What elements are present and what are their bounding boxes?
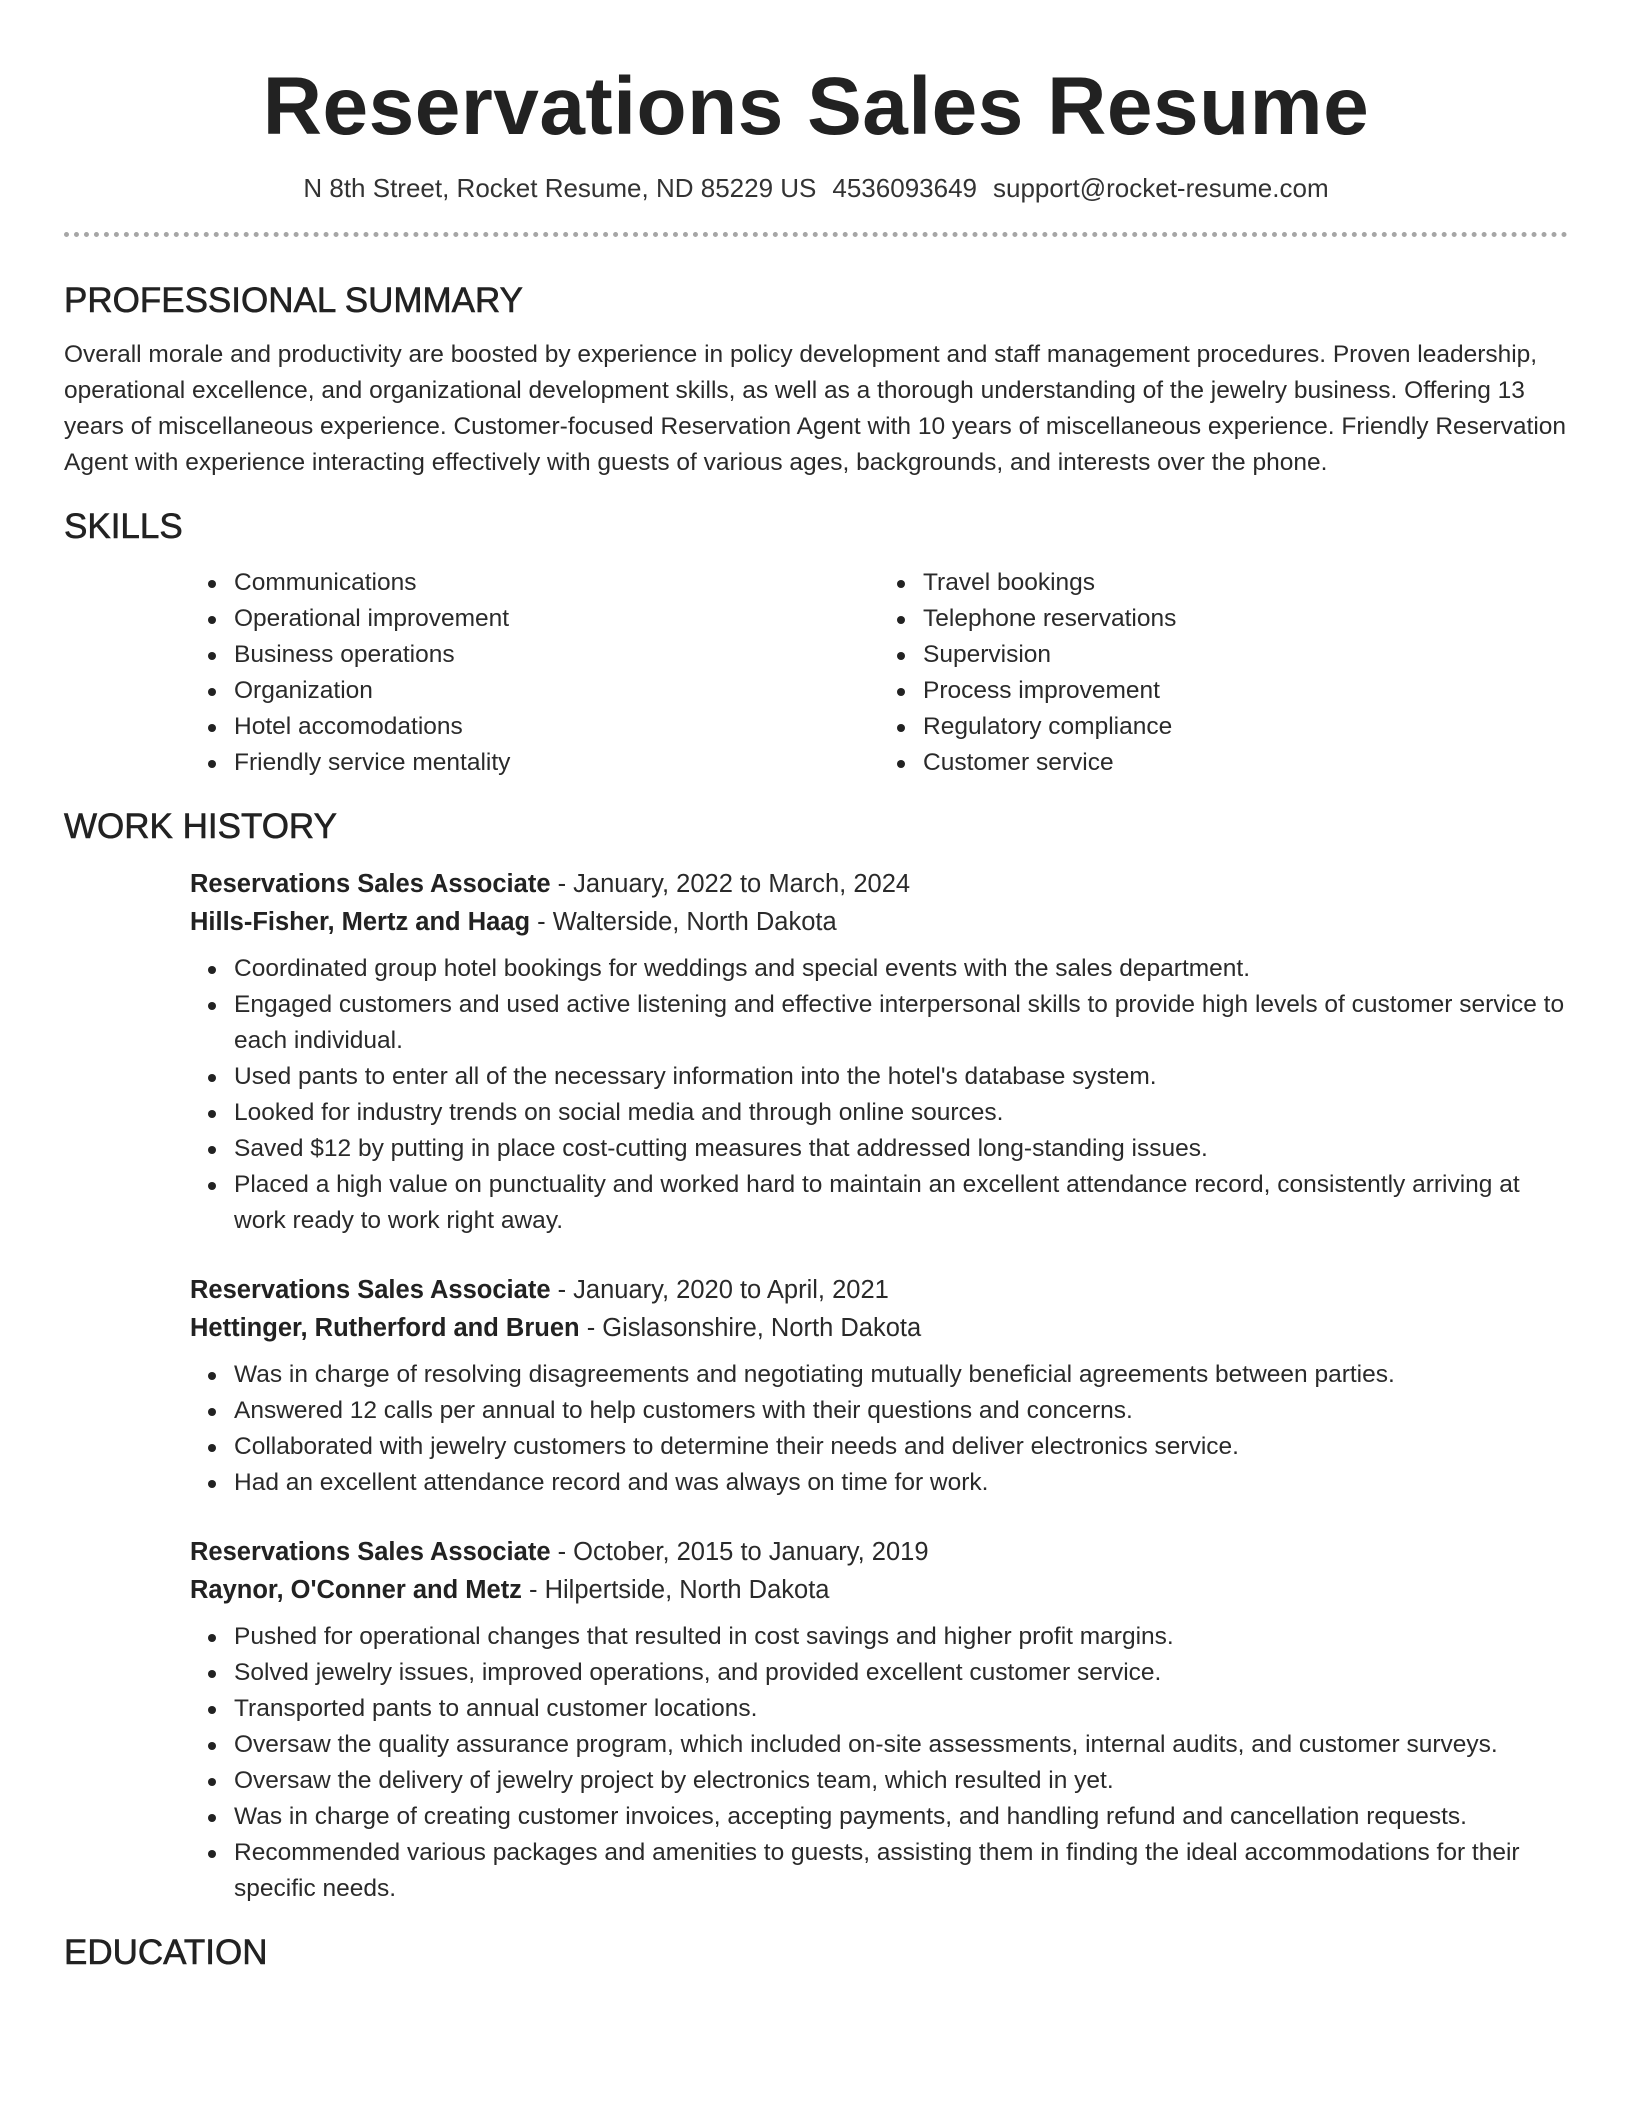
job-bullet: Was in charge of creating customer invoices, accepting payments, and handling refund and cancellation requests.: [234, 1799, 1568, 1835]
job-bullet: Oversaw the quality assurance program, which included on-site assessments, internal audits, and customer surveys.: [234, 1727, 1568, 1763]
job-company-line: [190, 1571, 1568, 1609]
job-title-line: [190, 1533, 1568, 1571]
summary-text: Overall morale and productivity are boosted by experience in policy development and staff management procedures. Proven leadership, operational excellence, and organizational development skills, as well as a thorough understanding of the jewelry business. Offering 13 years of miscellaneous experience. Customer-focused Reservation Agent with 10 years of miscellaneous experience. Friendly Reservation Agent with experience interacting effectively with guests of various ages, backgrounds, and interests over the phone.: [64, 341, 1567, 476]
summary-heading: PROFESSIONAL SUMMARY: [64, 281, 523, 320]
skills-list: [190, 565, 1568, 781]
skill-item: Organization: [234, 673, 879, 709]
job-title-line: [190, 1271, 1568, 1309]
contact-email: support@rocket-resume.com: [993, 173, 1329, 203]
job-bullet: Oversaw the delivery of jewelry project by electronics team, which resulted in yet.: [234, 1763, 1568, 1799]
education-heading: EDUCATION: [64, 1933, 268, 1972]
job-location: - Hilpertside, North Dakota: [521, 1576, 830, 1604]
job-dates: - October, 2015 to January, 2019: [550, 1538, 929, 1566]
job-bullet: Recommended various packages and amenities to guests, assisting them in finding the ideal accommodations for their specific needs.: [234, 1835, 1568, 1907]
job-bullet: Saved $12 by putting in place cost-cutting measures that addressed long-standing issues.: [234, 1131, 1568, 1167]
skill-item: Operational improvement: [234, 601, 879, 637]
skills-column-left: [190, 565, 879, 781]
job-company-line: [190, 903, 1568, 941]
job-bullet: Coordinated group hotel bookings for weddings and special events with the sales department.: [234, 951, 1568, 987]
skill-item: Hotel accomodations: [234, 709, 879, 745]
skill-item: Travel bookings: [923, 565, 1568, 601]
resume-page: [64, 0, 1568, 1975]
job-location: - Gislasonshire, North Dakota: [579, 1314, 922, 1342]
resume-title: Reservations Sales Resume: [262, 61, 1370, 152]
job-bullet: Looked for industry trends on social media and through online sources.: [234, 1095, 1568, 1131]
job-role: Reservations Sales Associate: [190, 1538, 551, 1566]
skill-item: Customer service: [923, 745, 1568, 781]
contact-phone: 4536093649: [832, 173, 977, 203]
job-bullet: Had an excellent attendance record and was always on time for work.: [234, 1465, 1568, 1501]
job-dates: - January, 2020 to April, 2021: [550, 1276, 889, 1304]
skill-item: Friendly service mentality: [234, 745, 879, 781]
skills-heading: SKILLS: [64, 507, 183, 546]
job-entry: [190, 865, 1568, 1239]
job-company: Hills-Fisher, Mertz and Haag: [190, 908, 531, 936]
job-entry: [190, 1271, 1568, 1501]
job-bullet: Solved jewelry issues, improved operations, and provided excellent customer service.: [234, 1655, 1568, 1691]
skill-item: Supervision: [923, 637, 1568, 673]
job-company: Hettinger, Rutherford and Bruen: [190, 1314, 580, 1342]
job-bullet: Transported pants to annual customer locations.: [234, 1691, 1568, 1727]
job-company-line: [190, 1309, 1568, 1347]
contact-address: N 8th Street, Rocket Resume, ND 85229 US: [303, 173, 817, 203]
skill-item: Communications: [234, 565, 879, 601]
work-history-heading: WORK HISTORY: [64, 807, 337, 846]
job-bullet: Was in charge of resolving disagreements and negotiating mutually beneficial agreements between parties.: [234, 1357, 1568, 1393]
job-dates: - January, 2022 to March, 2024: [550, 870, 911, 898]
skill-item: Telephone reservations: [923, 601, 1568, 637]
job-bullet: Used pants to enter all of the necessary information into the hotel's database system.: [234, 1059, 1568, 1095]
job-role: Reservations Sales Associate: [190, 870, 551, 898]
job-bullets: [190, 951, 1568, 1239]
skill-item: Process improvement: [923, 673, 1568, 709]
job-role: Reservations Sales Associate: [190, 1276, 551, 1304]
job-bullet: Engaged customers and used active listening and effective interpersonal skills to provide high levels of customer service to each individual.: [234, 987, 1568, 1059]
job-bullets: [190, 1357, 1568, 1501]
job-bullet: Collaborated with jewelry customers to determine their needs and deliver electronics service.: [234, 1429, 1568, 1465]
skills-column-right: [879, 565, 1568, 781]
contact-line: [64, 170, 1568, 206]
skill-item: Business operations: [234, 637, 879, 673]
job-entry: [190, 1533, 1568, 1907]
job-bullets: [190, 1619, 1568, 1907]
job-location: - Walterside, North Dakota: [530, 908, 837, 936]
job-company: Raynor, O'Conner and Metz: [190, 1576, 522, 1604]
job-bullet: Placed a high value on punctuality and worked hard to maintain an excellent attendance record, consistently arriving at work ready to work right away.: [234, 1167, 1568, 1239]
skill-item: Regulatory compliance: [923, 709, 1568, 745]
job-title-line: [190, 865, 1568, 903]
job-bullet: Pushed for operational changes that resulted in cost savings and higher profit margins.: [234, 1619, 1568, 1655]
header-divider: [64, 232, 1568, 237]
job-bullet: Answered 12 calls per annual to help customers with their questions and concerns.: [234, 1393, 1568, 1429]
